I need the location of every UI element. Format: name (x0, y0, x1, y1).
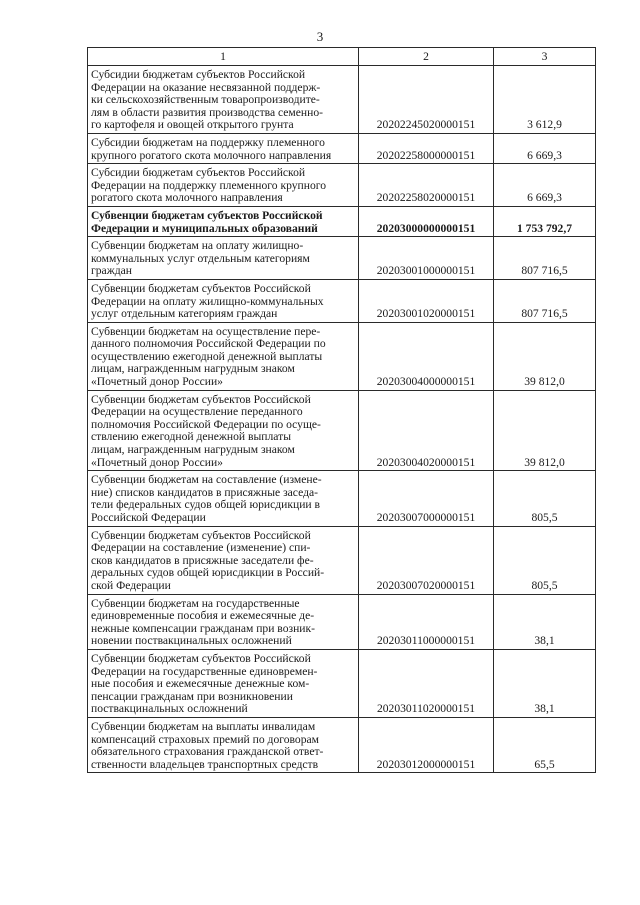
budget-code-cell: 20203007020000151 (359, 526, 494, 594)
budget-revenue-table (87, 47, 596, 773)
revenue-name-line: осуществлению ежегодной денежной выплаты (91, 349, 323, 363)
revenue-name-line: ки сельскохозяйственным товаропроизводите- (91, 93, 320, 107)
amount-cell: 807 716,5 (494, 279, 596, 322)
revenue-name-line: Субсидии бюджетам на поддержку племенного (91, 135, 325, 149)
revenue-name-line: Федерации и муниципальных образований (91, 221, 318, 235)
revenue-name-line: Субвенции бюджетам на выплаты инвалидам (91, 719, 316, 733)
revenue-name-line: ственности владельцев транспортных средств (91, 757, 319, 771)
revenue-name-line: Федерации на осуществление переданного (91, 405, 303, 419)
table-header-row (88, 48, 596, 66)
revenue-name-line: «Почетный донор России» (91, 375, 223, 389)
revenue-name-line: Субвенции бюджетам субъектов Российской (91, 281, 311, 295)
table-row (88, 133, 596, 163)
revenue-name-cell (88, 206, 359, 236)
revenue-name-line: Субвенции бюджетам на государственные (91, 596, 300, 610)
revenue-name-line: ствлению ежегодной денежной выплаты (91, 430, 291, 444)
table-row (88, 649, 596, 717)
revenue-name-line: ской Федерации (91, 578, 171, 592)
revenue-name-line: Субсидии бюджетам субъектов Российской (91, 166, 306, 180)
revenue-name-line: нежные компенсации гражданам при возник- (91, 621, 315, 635)
revenue-name-line: Субвенции бюджетам на оплату жилищно- (91, 239, 304, 253)
revenue-name-line: обязательного страхования гражданской ответ- (91, 745, 324, 759)
revenue-name-cell (88, 164, 359, 207)
table-row (88, 66, 596, 134)
page-number: 3 (316, 29, 324, 44)
revenue-name-line: рогатого скота молочного направления (91, 191, 283, 205)
revenue-name-line: «Почетный донор России» (91, 455, 223, 469)
table-row (88, 390, 596, 471)
revenue-name-line: Федерации на составление (изменение) спи- (91, 541, 311, 555)
table-row (88, 164, 596, 207)
revenue-name-cell (88, 322, 359, 390)
revenue-name-cell (88, 279, 359, 322)
revenue-name-line: Субвенции бюджетам на составление (измене- (91, 473, 322, 487)
revenue-name-cell (88, 717, 359, 772)
amount-cell: 38,1 (494, 594, 596, 649)
revenue-name-line: новении поствакцинальных осложнений (91, 634, 292, 648)
budget-code-cell: 20203011020000151 (359, 649, 494, 717)
revenue-name-line: го картофеля и овощей открытого грунта (91, 118, 294, 132)
budget-code-cell: 20203012000000151 (359, 717, 494, 772)
revenue-name-line: Субсидии бюджетам субъектов Российской (91, 68, 306, 81)
table-row (88, 717, 596, 772)
amount-cell: 39 812,0 (494, 390, 596, 471)
budget-code-cell: 20202258020000151 (359, 164, 494, 207)
revenue-name-cell (88, 66, 359, 134)
revenue-name-line: сков кандидатов в присяжные заседатели фе- (91, 553, 314, 567)
amount-cell: 6 669,3 (494, 164, 596, 207)
budget-code-cell: 20202258000000151 (359, 133, 494, 163)
revenue-name-line: Субвенции бюджетам субъектов Российской (91, 528, 311, 542)
revenue-name-line: лицам, награжденным нагрудным знаком (91, 443, 295, 457)
revenue-name-cell (88, 594, 359, 649)
revenue-name-cell (88, 526, 359, 594)
revenue-name-cell (88, 649, 359, 717)
revenue-name-line: Субвенции бюджетам субъектов Российской (91, 392, 311, 406)
revenue-name-line: данного полномочия Российской Федерации по (91, 337, 326, 351)
budget-code-cell: 20203001000000151 (359, 237, 494, 280)
revenue-name-line: лям в области развития производства семенно- (91, 105, 323, 119)
revenue-name-line: лицам, награжденным нагрудным знаком (91, 362, 295, 376)
revenue-name-line: компенсаций страховых премий по договорам (91, 732, 319, 746)
amount-cell: 65,5 (494, 717, 596, 772)
budget-code-cell: 20203004020000151 (359, 390, 494, 471)
revenue-name-line: услуг отдельным категориям граждан (91, 307, 278, 321)
revenue-name-line: поствакцинальных осложнений (91, 702, 248, 716)
table-row (88, 279, 596, 322)
budget-code-cell: 20203001020000151 (359, 279, 494, 322)
revenue-name-line: Российской Федерации (91, 511, 206, 524)
revenue-name-line: ние) списков кандидатов в присяжные заседа- (91, 485, 318, 499)
table-body (88, 66, 596, 773)
table-row (88, 594, 596, 649)
revenue-name-line: Субвенции бюджетам субъектов Российской (91, 208, 323, 222)
revenue-name-line: полномочия Российской Федерации по осуще- (91, 417, 321, 431)
column-header-amount: 3 (494, 48, 596, 66)
revenue-name-line: Федерации на поддержку племенного крупного (91, 178, 327, 192)
amount-cell: 805,5 (494, 526, 596, 594)
column-header-name: 1 (88, 48, 359, 66)
budget-code-cell: 20203011000000151 (359, 594, 494, 649)
revenue-name-line: единовременные пособия и ежемесячные де- (91, 609, 315, 623)
amount-cell: 1 753 792,7 (494, 206, 596, 236)
budget-code-cell: 20203000000000151 (359, 206, 494, 236)
table-row (88, 206, 596, 236)
revenue-name-line: ные пособия и ежемесячные денежные ком- (91, 677, 310, 691)
revenue-name-line: Субвенции бюджетам субъектов Российской (91, 651, 311, 665)
revenue-name-line: Федерации на оплату жилищно-коммунальных (91, 294, 324, 308)
budget-code-cell: 20203007000000151 (359, 471, 494, 526)
budget-code-cell: 20202245020000151 (359, 66, 494, 134)
amount-cell: 807 716,5 (494, 237, 596, 280)
amount-cell: 3 612,9 (494, 66, 596, 134)
amount-cell: 6 669,3 (494, 133, 596, 163)
revenue-name-line: Федерации на государственные единовремен- (91, 664, 318, 678)
revenue-name-line: граждан (91, 264, 132, 278)
revenue-name-line: Субвенции бюджетам на осуществление пере- (91, 324, 321, 338)
revenue-name-cell (88, 390, 359, 471)
revenue-name-cell (88, 471, 359, 526)
revenue-name-line: тели федеральных судов общей юрисдикции в (91, 498, 320, 512)
revenue-name-line: крупного рогатого скота молочного направления (91, 148, 332, 162)
table-row (88, 322, 596, 390)
amount-cell: 39 812,0 (494, 322, 596, 390)
table-row (88, 471, 596, 526)
amount-cell: 805,5 (494, 471, 596, 526)
revenue-name-cell (88, 133, 359, 163)
table-row (88, 237, 596, 280)
revenue-name-line: пенсации гражданам при возникновении (91, 689, 293, 703)
budget-code-cell: 20203004000000151 (359, 322, 494, 390)
revenue-name-line: деральных судов общей юрисдикции в Россий- (91, 566, 325, 580)
revenue-name-line: Федерации на оказание несвязанной поддерж- (91, 80, 321, 94)
table-row (88, 526, 596, 594)
revenue-name-line: коммунальных услуг отдельным категориям (91, 251, 310, 265)
revenue-name-cell (88, 237, 359, 280)
column-header-code: 2 (359, 48, 494, 66)
amount-cell: 38,1 (494, 649, 596, 717)
